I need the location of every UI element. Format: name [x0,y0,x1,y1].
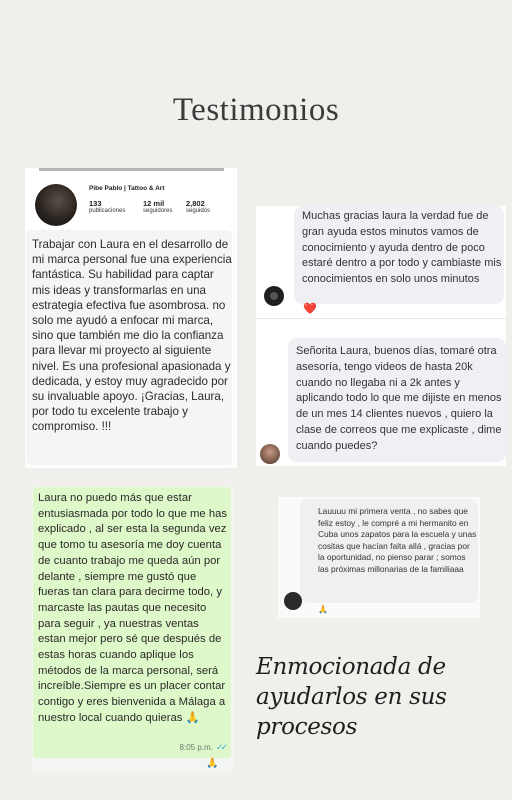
stat-followers [143,199,172,214]
stat-following [186,199,210,214]
testimonial-card-1 [25,168,237,468]
stat-label: seguidores [143,208,173,214]
avatar [284,592,302,610]
testimonial-text: Trabajar con Laura en el desarrollo de mi marca personal fue una experiencia fantástica. Su habilidad para captar mis ideas y transformarlas en una estrategia efectiva fue asombrosa. no solo me ayudó a enfocar mi marca, sino que también me dio la confianza para llevar mi proyecto al siguiente nivel. Es una profesional apasionada y dedicada, y estoy muy agradecido por su invaluable apoyo. ¡Gracias, Laura, por todo tu excelente trabajo y compromiso. !!! [32,238,232,434]
message-text: Señorita Laura, buenos días, tomaré otra asesoría, tengo videos de hasta 20k cuando no llegaba ni a 2k antes y aplicando todo lo que me dijiste en menos de un mes 14 clientes nuevos , quiero la clase de correos que me explicaste , dime cuando puedes? [296,345,502,452]
avatar [35,184,77,226]
divider [39,168,224,171]
message-text: Laura no puedo más que estar entusiasmada por todo lo que me has explicado , al ser esta la segunda vez que tomo tu asesoría me doy cuenta de cuanto trabajo me queda aún por delante , siempre me gustó que fueras tan clara para decirme todo, y marcaste las pautas que necesito para seguir , ya nuestras ventas estan mejor pero sé que después de estas horas cuando aplique los métodos de la marca personal, será increíble.Siempre es un placer contar contigo y eres bienvenida a Málaga a nuestro local cuando quieras 🙏 [38,492,228,724]
stat-posts [89,199,125,214]
stat-value: 12 mil [143,199,165,208]
message-text: Lauuuu mi primera venta , no sabes que feliz estoy , le compré a mi hermanito en Cuba unos zapatos para la escuela y unas cositas que hacían falta allá , gracias por la oportunidad, no pienso parar ; somos las próximas millonarias de la familiaaa [318,506,477,574]
avatar [260,444,280,464]
pray-reaction-icon: 🙏 [318,605,328,614]
stat-label: publicaciones [89,208,126,214]
caption-line: ayudarlos en sus procesos [256,684,447,740]
stat-value: 2,802 [186,199,205,208]
pray-reaction-icon: 🙏 [206,758,219,769]
testimonial-card-3 [32,486,233,773]
testimonial-card-2 [256,206,506,466]
profile-header [25,168,237,230]
double-check-icon: ✓✓ [215,742,225,752]
message-text: Muchas gracias laura la verdad fue de gran ayuda estos minutos vamos de conocimiento y ayuda dentro de poco estaré dentro a por todo y cambiaste mis conocimientos en solo unos minutos [302,210,502,286]
divider [256,318,506,319]
heart-icon: ❤️ [303,303,317,315]
profile-name: Pibe Pablo | Tattoo & Art [89,185,165,192]
handwritten-caption [256,652,496,742]
stat-value: 133 [89,199,102,208]
time-label: 8:05 p.m. [179,743,213,752]
stat-label: seguidos [186,208,211,214]
message-time [180,742,225,753]
avatar [264,286,284,306]
caption-line: Enmocionada de [256,654,446,680]
testimonial-card-4 [278,497,480,618]
page-title: Testimonios [172,92,340,128]
